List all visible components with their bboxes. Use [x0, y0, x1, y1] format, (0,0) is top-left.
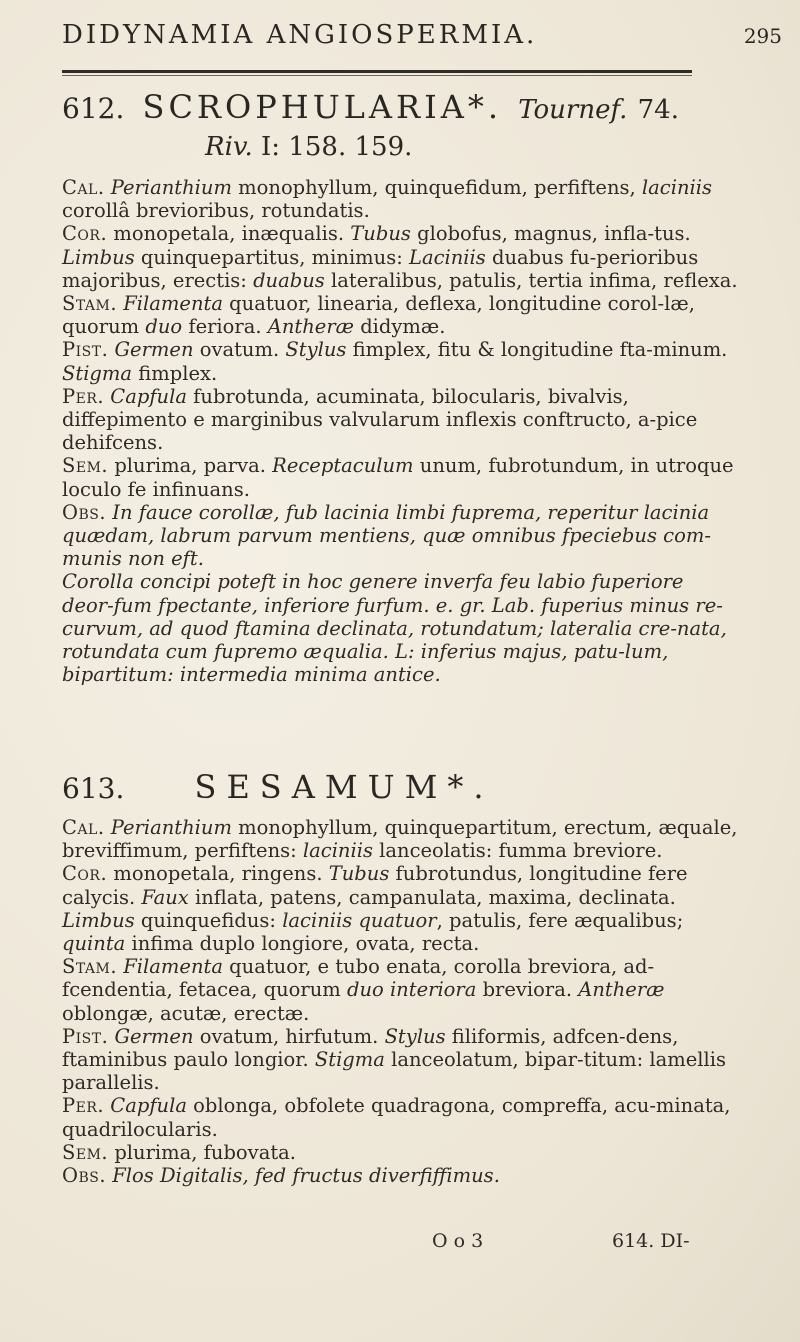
- desc-cal: Cal. Perianthium monophyllum, quinquefidum, perfiftens, laciniis corollâ brevioribus, rotundatis.: [62, 176, 712, 223]
- description-scrophularia: [62, 176, 738, 686]
- desc-per: Per. Capfula fubrotunda, acuminata, bilocularis, bivalvis, diffepimento e marginibus valvularum inflexis conftructo, a-pice dehifcens.: [62, 384, 698, 455]
- desc-obs: Obs. Flos Digitalis, fed fructus diverfiffimus.: [62, 1164, 500, 1188]
- genus-number: 613.: [62, 772, 125, 805]
- desc-obs: Obs. In fauce corollæ, fub lacinia limbi fuprema, reperitur lacinia quædam, labrum parvum mentiens, quæ omnibus fpeciebus com-munis non eft.: [62, 500, 711, 571]
- header-rule: [62, 70, 692, 73]
- signature-mark: O o 3: [432, 1230, 484, 1252]
- header-rule-thin: [62, 75, 692, 76]
- genus-reference-riv: [205, 132, 412, 162]
- description-sesamum: [62, 816, 738, 1187]
- genus-author: Tournef.: [518, 95, 628, 125]
- desc-cal: Cal. Perianthium monophyllum, quinquepartitum, erectum, æquale, breviffimum, perfiftens: laciniis lanceolatis: fumma breviore.: [62, 816, 738, 863]
- genus-heading-scrophularia: [62, 88, 679, 126]
- desc-per: Per. Capfula oblonga, obfolete quadragona, compreffa, acu-minata, quadrilocularis.: [62, 1094, 731, 1141]
- genus-name: SESAMUM*.: [194, 768, 494, 806]
- desc-sem: Sem. plurima, fubovata.: [62, 1140, 296, 1164]
- desc-obs-2: Corolla concipi poteft in hoc genere inverfa feu labio fuperiore deor-fum fpectante, inferiore furfum. e. gr. Lab. fuperius minus re-curvum, ad quod ftamina declinata, rotundatum; lateralia cre-nata, rotundata cum fupremo æqualia. L: inferius majus, patu-lum, bipartitum: intermedia minima antice.: [62, 570, 727, 687]
- desc-pist: Pist. Germen ovatum, hirfutum. Stylus filiformis, adfcen-dens, ftaminibus paulo longior. Stigma lanceolatum, bipar-titum: lamellis parallelis.: [62, 1024, 726, 1095]
- running-title: DIDYNAMIA ANGIOSPERMIA.: [62, 20, 538, 50]
- desc-pist: Pist. Germen ovatum. Stylus fimplex, fitu & longitudine fta-minum. Stigma fimplex.: [62, 338, 728, 385]
- ref-author: Riv.: [205, 132, 253, 162]
- desc-sem: Sem. plurima, parva. Receptaculum unum, fubrotundum, in utroque loculo fe infinuans.: [62, 454, 734, 501]
- desc-cor: Cor. monopetala, inæqualis. Tubus globofus, magnus, infla-tus. Limbus quinquepartitus, minimus: Laciniis duabus fu-perioribus majoribus, erectis: duabus lateralibus, patulis, tertia infima, reflexa.: [62, 222, 738, 292]
- genus-name: SCROPHULARIA*.: [142, 88, 503, 126]
- page-header: [62, 20, 782, 52]
- genus-number: 612.: [62, 92, 125, 125]
- desc-stam: Stam. Filamenta quatuor, e tubo enata, corolla breviora, ad-fcendentia, fetacea, quorum duo interiora breviora. Antheræ oblongæ, acutæ, erectæ.: [62, 955, 665, 1025]
- ref-pages: I: 158. 159.: [261, 132, 413, 162]
- page-number: 295: [743, 24, 782, 48]
- catchword: 614. DI-: [612, 1230, 690, 1252]
- desc-stam: Stam. Filamenta quatuor, linearia, deflexa, longitudine corol-læ, quorum duo feriora. Antheræ didymæ.: [62, 292, 695, 339]
- genus-reference: 74.: [637, 95, 679, 125]
- genus-heading-sesamum: [62, 768, 494, 806]
- desc-cor: Cor. monopetala, ringens. Tubus fubrotundus, longitudine fere calycis. Faux inflata, patens, campanulata, maxima, declinata. Limbus quinquefidus: laciniis quatuor, patulis, fere æqualibus; quinta infima duplo longiore, ovata, recta.: [62, 862, 688, 956]
